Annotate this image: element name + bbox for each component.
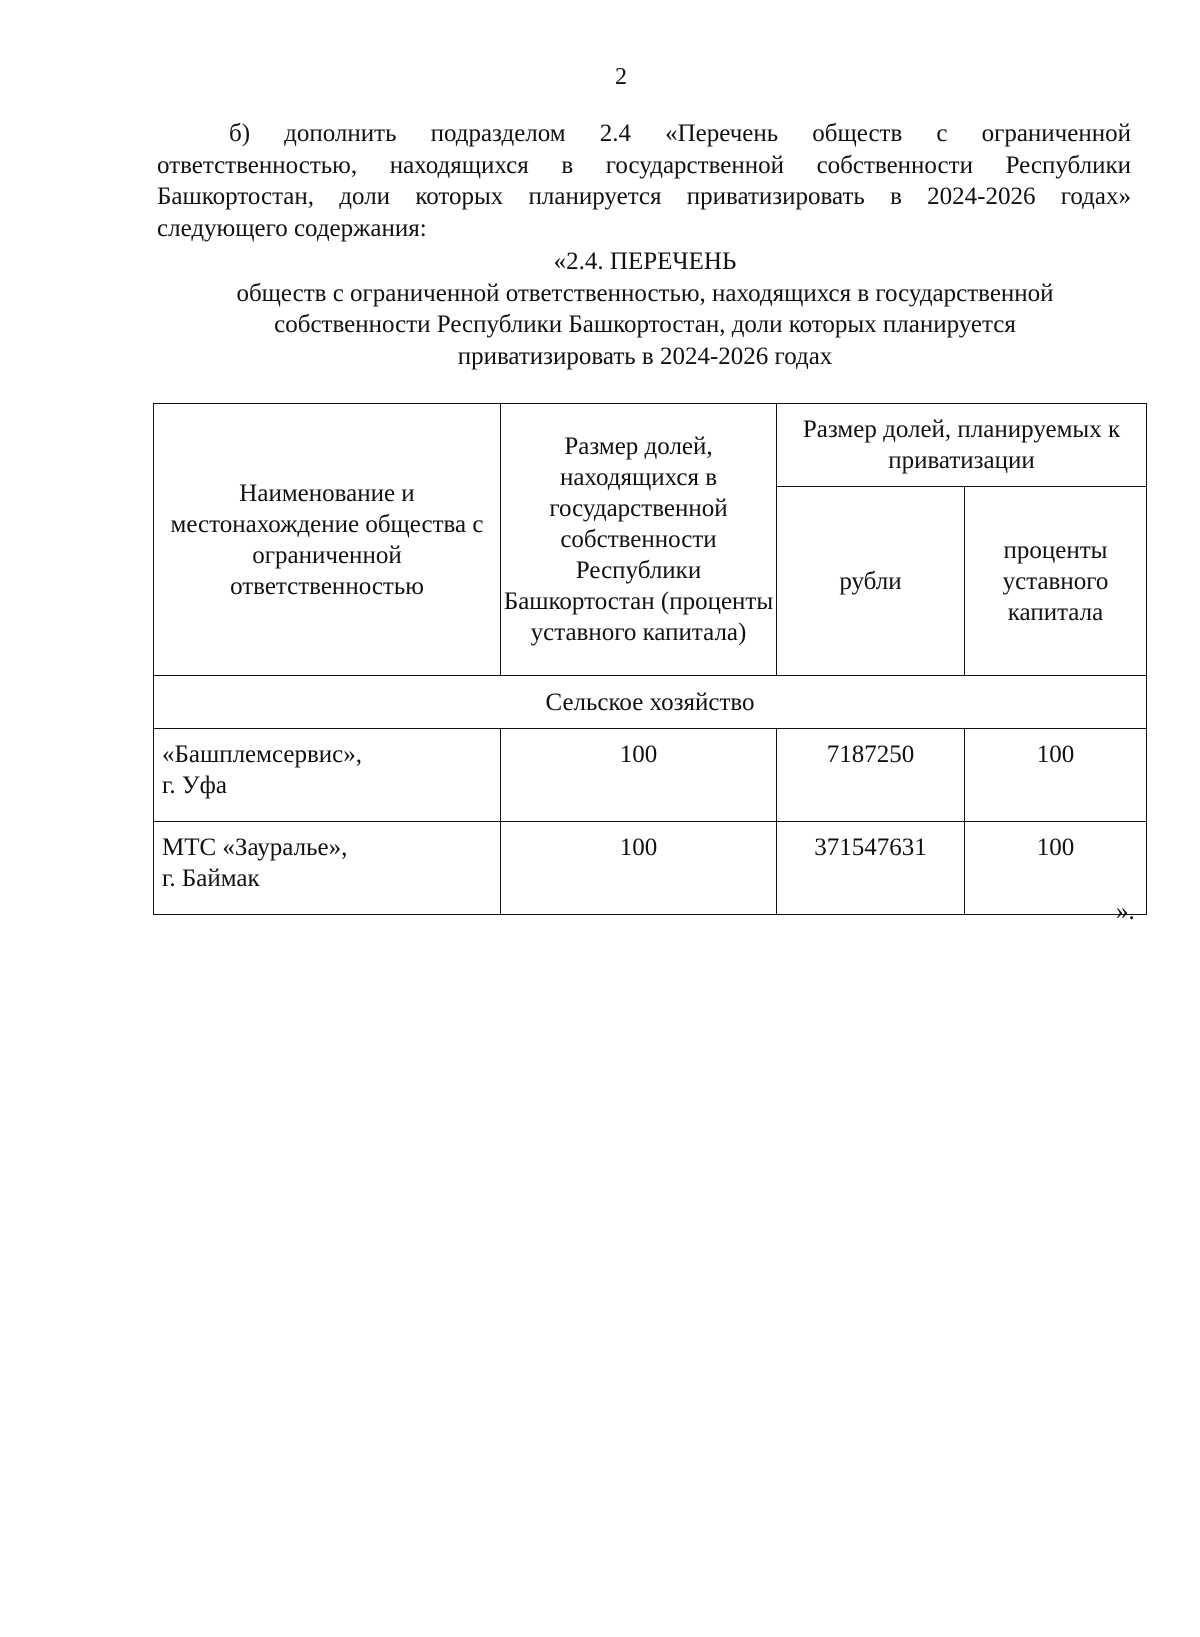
company-location: г. Уфа	[162, 772, 227, 799]
percent-cell: 100	[965, 822, 1147, 915]
percent-cell: 100	[965, 729, 1147, 822]
page-number: 2	[615, 64, 627, 90]
section-label: Сельское хозяйство	[154, 676, 1147, 729]
table-row	[154, 729, 1147, 822]
table-row	[154, 822, 1147, 915]
heading-line-2: собственности Республики Башкортостан, доли которых планируется	[274, 311, 1016, 338]
header-percent: проценты уставного капитала	[965, 487, 1147, 676]
company-name-cell	[154, 729, 501, 822]
header-row-1	[154, 404, 1147, 487]
heading-line-1: обществ с ограниченной ответственностью, находящихся в государственной	[236, 279, 1054, 307]
rubles-cell: 371547631	[777, 822, 965, 915]
section-row	[154, 676, 1147, 729]
header-name: Наименование и местонахождение общества с ограниченной ответственностью	[154, 404, 501, 676]
company-location: г. Баймак	[162, 865, 260, 892]
intro-text: б) дополнить подразделом 2.4 «Перечень обществ с ограниченной ответственностью, находящихся в государственной собственности Республики Башкортостан, доли которых планируется приватизировать в 2024-2026 годах» следующего содержания:	[157, 120, 1131, 242]
rubles-cell: 7187250	[777, 729, 965, 822]
state-share-cell: 100	[501, 729, 777, 822]
intro-paragraph	[157, 118, 1131, 244]
state-share-cell: 100	[501, 822, 777, 915]
header-rubles: рубли	[777, 487, 965, 676]
company-name: МТС «Зауралье»,	[162, 834, 348, 861]
company-name: «Башплемсервис»,	[162, 741, 362, 768]
heading-title: «2.4. ПЕРЕЧЕНЬ	[553, 248, 737, 275]
heading-line-3: приватизировать в 2024-2026 годах	[457, 342, 833, 370]
header-planned: Размер долей, планируемых к приватизации	[777, 404, 1147, 487]
company-name-cell	[154, 822, 501, 915]
section-heading	[150, 246, 1140, 372]
closing-quote: ».	[1116, 898, 1135, 925]
privatization-table	[153, 403, 1147, 915]
header-state-share: Размер долей, находящихся в государственной собственности Республики Башкортостан (проценты уставного капитала)	[501, 404, 777, 676]
